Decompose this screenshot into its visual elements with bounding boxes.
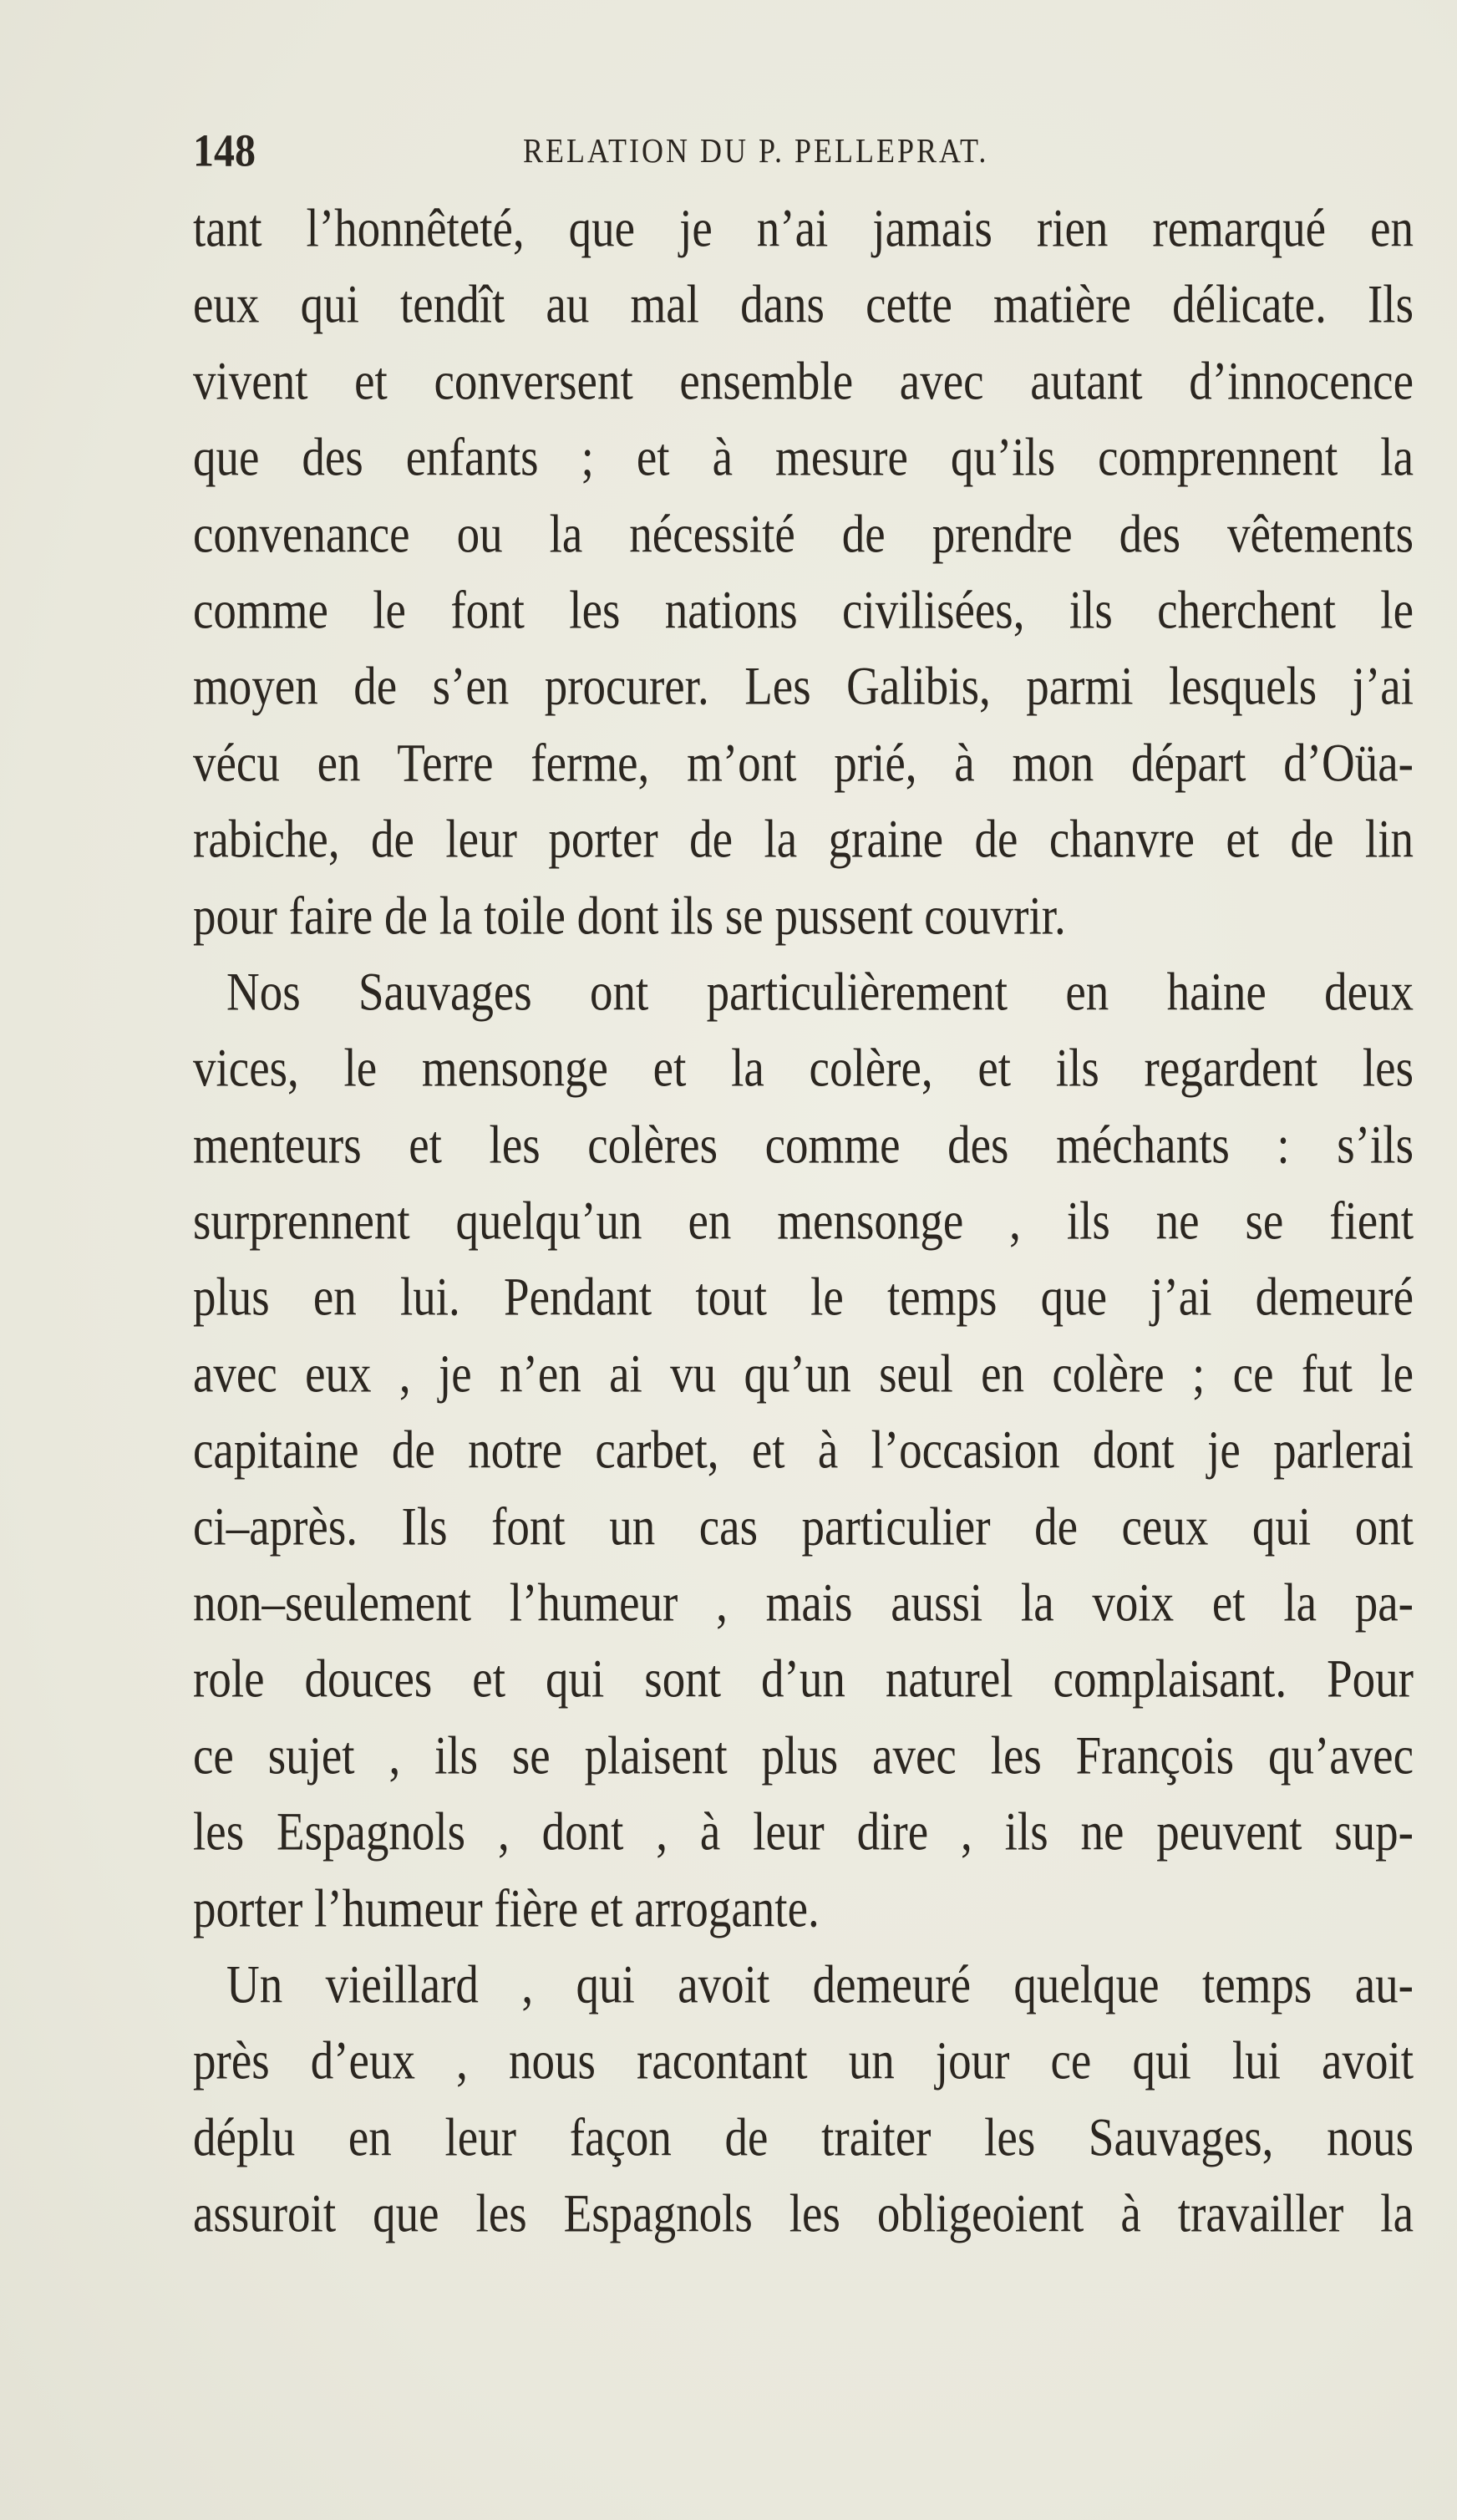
text-line: que des enfants ; et à mesure qu’ils comprennent la [193,426,1414,487]
text-line: ci–après. Ils font un cas particulier de ceux qui ont [193,1496,1414,1557]
text-line: vivent et conversent ensemble avec autant d’innocence [193,350,1414,411]
text-line: ce sujet , ils se plaisent plus avec les François qu’avec [193,1725,1414,1786]
text-line: tant l’honnêteté, que je n’ai jamais rien remarqué en [193,197,1414,258]
text-line: avec eux , je n’en ai vu qu’un seul en colère ; ce fut le [193,1343,1414,1404]
text-line: plus en lui. Pendant tout le temps que j’ai demeuré [193,1267,1414,1328]
page-number: 148 [193,124,256,176]
text-line: vices, le mensonge et la colère, et ils regardent les [193,1038,1414,1099]
text-line: vécu en Terre ferme, m’ont prié, à mon départ d’Oüa- [193,732,1414,793]
text-line: porter l’humeur fière et arrogante. [193,1877,820,1938]
running-title: RELATION DU P. PELLEPRAT. [523,131,989,170]
text-line: assuroit que les Espagnols les obligeoient à travailler la [193,2182,1414,2243]
page-header [193,124,1414,174]
text-line: capitaine de notre carbet, et à l’occasion dont je parlerai [193,1420,1414,1481]
text-line: Nos Sauvages ont particulièrement en haine deux [226,961,1414,1022]
text-line: moyen de s’en procurer. Les Galibis, parmi lesquels j’ai [193,656,1414,717]
text-line: rabiche, de leur porter de la graine de chanvre et de lin [193,808,1414,869]
text-line: Un vieillard , qui avoit demeuré quelque temps au- [226,1954,1414,2014]
text-line: près d’eux , nous racontant un jour ce qui lui avoit [193,2030,1414,2091]
body-text [193,199,1414,2261]
text-line: déplu en leur façon de traiter les Sauvages, nous [193,2106,1414,2167]
text-line: role douces et qui sont d’un naturel complaisant. Pour [193,1649,1414,1710]
text-line: eux qui tendît au mal dans cette matière délicate. Ils [193,274,1414,335]
text-line: menteurs et les colères comme des méchants : s’ils [193,1114,1414,1175]
text-line: surprennent quelqu’un en mensonge , ils ne se fient [193,1190,1414,1251]
text-line: pour faire de la toile dont ils se pussent couvrir. [193,885,1066,946]
text-line: comme le font les nations civilisées, ils cherchent le [193,579,1414,640]
text-line: convenance ou la nécessité de prendre des vêtements [193,503,1414,564]
text-line: les Espagnols , dont , à leur dire , ils ne peuvent sup- [193,1801,1414,1862]
text-line: non–seulement l’humeur , mais aussi la voix et la pa- [193,1572,1414,1633]
